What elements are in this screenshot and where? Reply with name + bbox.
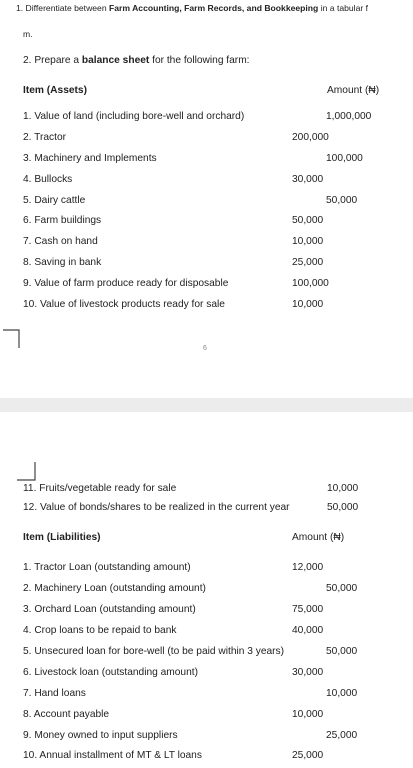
liability-label: 10. Annual installment of MT & LT loans [23,750,202,761]
liability-amount: 12,000 [292,562,324,573]
liability-amount: 25,000 [326,730,358,741]
asset-label: 4. Bullocks [23,174,73,185]
asset-amount: 100,000 [326,153,363,164]
liability-label: 1. Tractor Loan (outstanding amount) [23,562,191,573]
asset-amount: 100,000 [292,278,329,289]
liability-label: 9. Money owned to input suppliers [23,730,178,741]
asset-amount: 200,000 [292,132,329,143]
liability-amount: 25,000 [292,750,324,761]
asset-label: 6. Farm buildings [23,215,102,226]
liabilities-amount-header: Amount (₦) [292,532,345,543]
asset-amount: 25,000 [292,257,324,268]
asset-amount: 30,000 [292,174,324,185]
asset-label: 10. Value of livestock products ready for sale [23,299,225,310]
assets-item-header: Item (Assets) [23,85,87,96]
asset-label: 7. Cash on hand [23,236,98,247]
page-number: 6 [203,345,207,352]
crop-mark-icon [2,329,22,349]
liability-label: 7. Hand loans [23,688,86,699]
question-1-wrap: m. [23,29,33,39]
liability-label: 2. Machinery Loan (outstanding amount) [23,583,206,594]
liability-amount: 50,000 [326,646,358,657]
asset-label: 12. Value of bonds/shares to be realized in the current year [23,502,290,513]
liability-amount: 30,000 [292,667,324,678]
asset-label: 11. Fruits/vegetable ready for sale [23,483,177,494]
asset-amount: 50,000 [292,215,324,226]
question-2: 2. Prepare a balance sheet for the following farm: [23,55,250,66]
page-separator [0,398,413,412]
question-1: 1. Differentiate between Farm Accounting, Farm Records, and Bookkeeping in a tabular f [16,3,368,13]
asset-label: 8. Saving in bank [23,257,102,268]
asset-amount: 10,000 [292,236,324,247]
liability-label: 4. Crop loans to be repaid to bank [23,625,177,636]
liability-amount: 10,000 [292,709,324,720]
asset-amount: 50,000 [326,195,358,206]
asset-label: 3. Machinery and Implements [23,153,157,164]
liability-amount: 50,000 [326,583,358,594]
liability-amount: 40,000 [292,625,324,636]
liabilities-item-header: Item (Liabilities) [23,532,101,543]
liability-label: 6. Livestock loan (outstanding amount) [23,667,198,678]
asset-amount: 10,000 [292,299,324,310]
asset-label: 2. Tractor [23,132,67,143]
asset-amount: 1,000,000 [326,111,372,122]
asset-label: 9. Value of farm produce ready for disposable [23,278,229,289]
crop-mark-icon [16,461,36,481]
liability-amount: 75,000 [292,604,324,615]
asset-amount: 50,000 [327,502,359,513]
assets-amount-header: Amount (₦) [327,85,380,96]
liability-label: 3. Orchard Loan (outstanding amount) [23,604,196,615]
liability-label: 8. Account payable [23,709,110,720]
liability-amount: 10,000 [326,688,358,699]
liability-label: 5. Unsecured loan for bore-well (to be paid within 3 years) [23,646,285,657]
asset-label: 5. Dairy cattle [23,195,86,206]
asset-amount: 10,000 [327,483,359,494]
asset-label: 1. Value of land (including bore-well and orchard) [23,111,245,122]
